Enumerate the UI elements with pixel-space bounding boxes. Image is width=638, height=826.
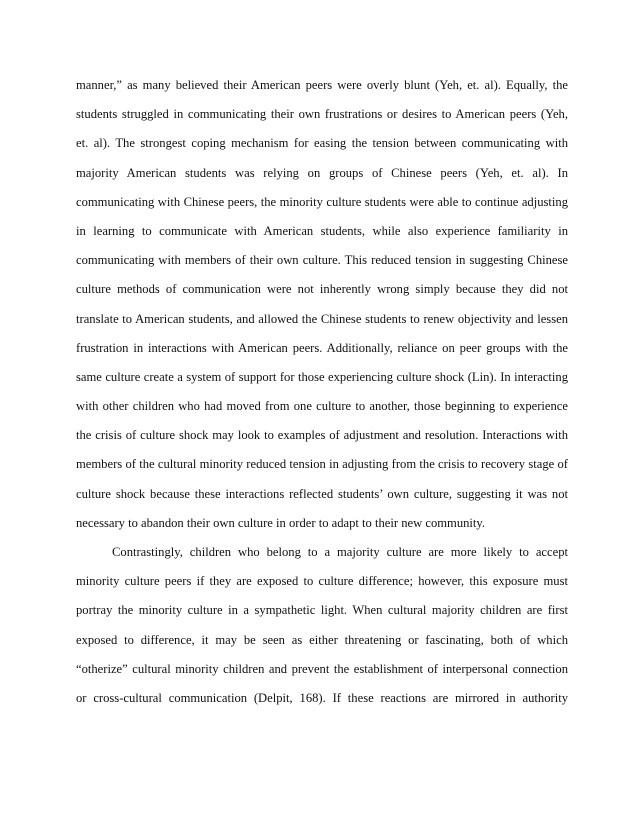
text-line: majority American students was relying on groups of Chinese peers (Yeh, et. al). In [76, 165, 568, 180]
text-line: members of the cultural minority reduced tension in adjusting from the crisis to recovery stage of [76, 457, 568, 472]
text-line: with other children who had moved from one culture to another, those beginning to experience [76, 399, 568, 414]
text-line: portray the minority culture in a sympathetic light. When cultural majority children are first [76, 603, 568, 618]
text-line: the crisis of culture shock may look to examples of adjustment and resolution. Interactions with [76, 428, 568, 443]
text-line: culture shock because these interactions reflected students’ own culture, suggesting it was not [76, 486, 568, 501]
text-line: in learning to communicate with American students, while also experience familiarity in [76, 223, 568, 238]
text-line: frustration in interactions with American peers. Additionally, reliance on peer groups with the [76, 340, 568, 355]
text-line: “otherize” cultural minority children and prevent the establishment of interpersonal connection [76, 661, 568, 676]
paragraph-first-line: Contrastingly, children who belong to a majority culture are more likely to accept [112, 545, 568, 559]
text-line: translate to American students, and allowed the Chinese students to renew objectivity and lessen [76, 311, 568, 326]
text-line: same culture create a system of support for those experiencing culture shock (Lin). In interacting [76, 369, 568, 384]
text-line: et. al). The strongest coping mechanism for easing the tension between communicating with [76, 136, 568, 151]
text-line: or cross-cultural communication (Delpit, 168). If these reactions are mirrored in authority [76, 690, 568, 705]
text-line: manner,” as many believed their American peers were overly blunt (Yeh, et. al). Equally, the [76, 78, 568, 92]
body-text [76, 78, 568, 720]
text-line: students struggled in communicating their own frustrations or desires to American peers (Yeh, [76, 107, 568, 122]
text-line: culture methods of communication were not inherently wrong simply because they did not [76, 282, 568, 297]
paragraph-last-line: necessary to abandon their own culture in order to adapt to their new community. [76, 515, 486, 530]
text-line: minority culture peers if they are exposed to culture difference; however, this exposure must [76, 574, 568, 589]
text-line: communicating with members of their own culture. This reduced tension in suggesting Chinese [76, 253, 568, 268]
text-line: exposed to difference, it may be seen as either threatening or fascinating, both of which [76, 632, 568, 647]
text-line: communicating with Chinese peers, the minority culture students were able to continue adjusting [76, 194, 568, 209]
